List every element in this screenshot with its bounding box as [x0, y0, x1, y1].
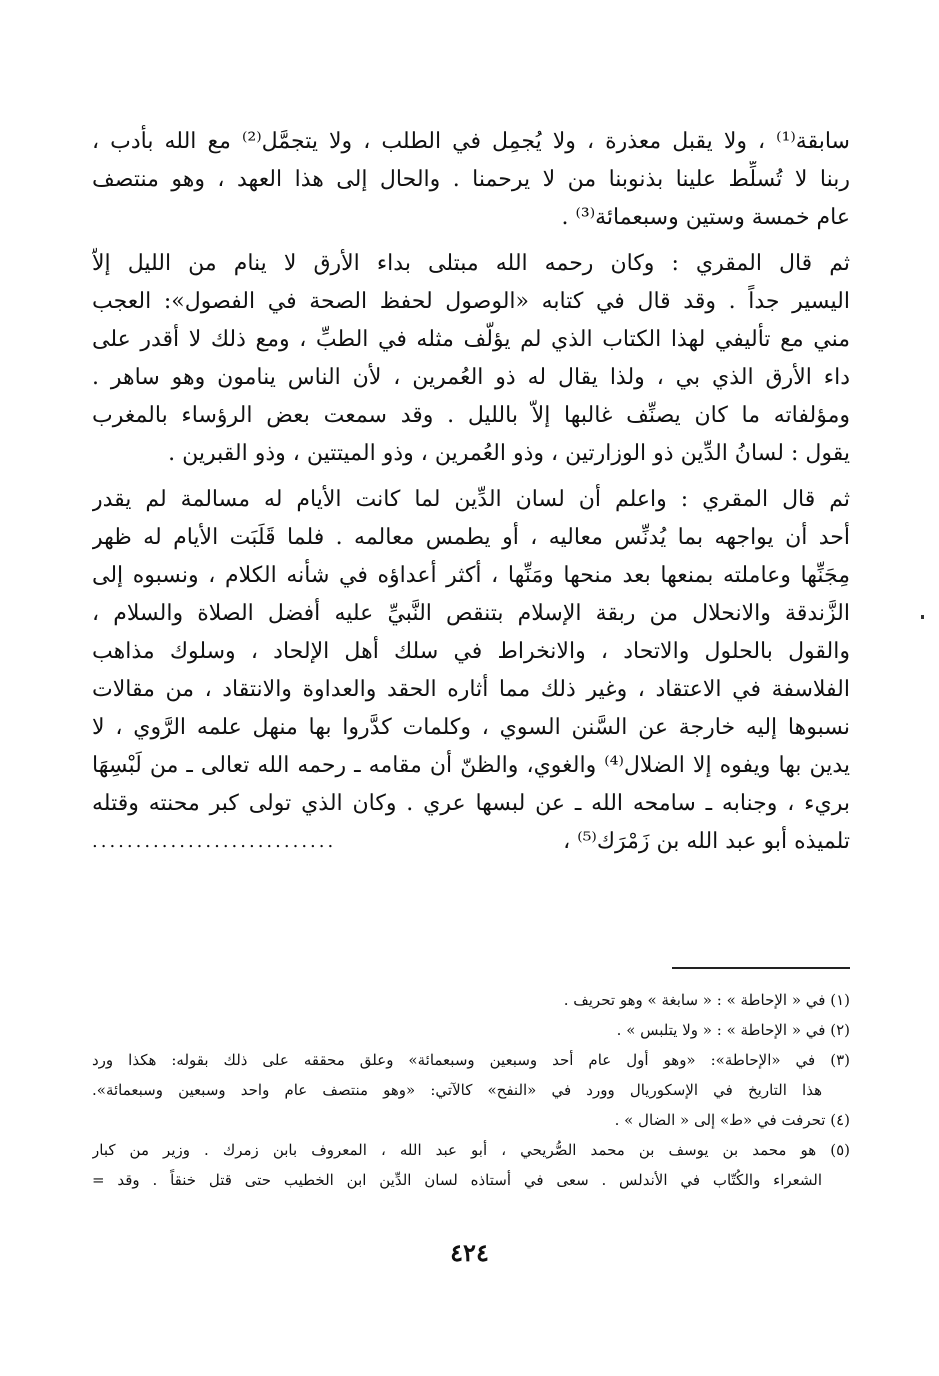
footnote-2: (٢) في « الإحاطة » : « ولا يتلبس » . — [616, 1021, 850, 1039]
text-line: الفلاسفة في الاعتقاد ، وغير ذلك مما أثاره الحقد والعداوة والانتقاد ، من مقالات — [92, 677, 850, 702]
text-line: ومؤلفاته ما كان يصنِّف غالبها إلاّ بالليل . وقد سمعت بعض الرؤساء بالمغرب — [92, 403, 850, 428]
continuation-dots: ............................ — [92, 831, 337, 852]
text-line: ثم قال المقري : واعلم أن لسان الدِّين لما كانت الأيام له مسالمة لم يقدر — [92, 487, 850, 512]
text-line: مني مع تأليفي لهذا الكتاب الذي لم يؤلّف مثله في الطبِّ ، ومع ذلك لا أقدر على — [92, 327, 850, 352]
footnote-3: (٣) في «الإحاطة»: «وهو أول عام أحد وسبعين وسبعمائة» وعلق محققه على ذلك بقوله: هكذا ورد — [92, 1051, 850, 1069]
text-line: يدين بها ويفوه إلا الضلال⁽⁴⁾ والغوي، والظنّ أن مقامه ـ رحمه الله تعالى ـ من لَبْسِهَا — [92, 753, 850, 778]
page-number: ٤٢٤ — [450, 1238, 489, 1267]
text-line: عام خمسة وستين وسبعمائة⁽³⁾ . — [561, 205, 850, 230]
text-line: اليسير جداً . وقد قال في كتابه «الوصول لحفظ الصحة في الفصول»: العجب — [92, 289, 850, 314]
footnote-3-continuation: هذا التاريخ في الإسكوريال وورد في «النفح» كالآتي: «وهو منتصف عام واحد وسبعين وسبعمائة». — [92, 1081, 822, 1099]
footnotes — [92, 985, 850, 1195]
footnote-1: (١) في « الإحاطة » : « سابغة » وهو تحريف . — [563, 991, 850, 1009]
text-line: الزَّندقة والانحلال من ربقة الإسلام بتنقص النَّبيِّ عليه أفضل الصلاة والسلام ، — [92, 601, 850, 626]
text-line: ثم قال المقري : وكان رحمه الله مبتلى بداء الأرق لا ينام من الليل إلاّ — [92, 251, 850, 276]
footnote-4: (٤) تحرفت في «ط» إلى « الضال » . — [614, 1111, 850, 1129]
text-line: والقول بالحلول والاتحاد ، والانخراط في سلك أهل الإلحاد ، وسلوك مذاهب — [92, 639, 850, 664]
text-line: بريء ، وجنابه ـ سامحه الله ـ عن لبسها عري . وكان الذي تولى كبر محنته وقتله — [92, 791, 850, 816]
footnote-5-continuation: الشعراء والكُتّاب في الأندلس . سعى في أستاذه لسان الدِّين ابن الخطيب حتى قتل خنقاً . وقد = — [92, 1171, 822, 1189]
text-line: مِجَنِّها وعاملته بمنعها بعد منحها ومَنِّها ، أكثر أعداؤه في شأنه الكلام ، ونسبوه إلى — [92, 563, 850, 588]
text-line: ربنا لا تُسلِّط علينا بذنوبنا من لا يرحمنا . والحال إلى هذا العهد ، وهو منتصف — [92, 167, 850, 192]
main-text — [92, 123, 850, 861]
text-line: سابقة⁽¹⁾ ، ولا يقبل معذرة ، ولا يُجمِل في الطلب ، ولا يتجمَّل⁽²⁾ مع الله بأدب ، — [92, 129, 850, 154]
text-line: داء الأرق الذي بي ، ولذا يقال له ذو العُمرين ، لأن الناس ينامون وهو ساهر . — [92, 365, 850, 390]
text-line: أحد أن يواجهه بما يُدنِّس معاليه ، أو يطمس معالمه . فلما قَلَبَت الأيام له ظهر — [92, 525, 850, 550]
footnote-5: (٥) هو محمد بن يوسف بن محمد الصُّريحي ، أبو عبد الله ، المعروف بابن زمرك . وزير من كبار — [92, 1141, 850, 1159]
paragraph-1 — [92, 123, 850, 237]
text-line: يقول : لسانُ الدِّين ذو الوزارتين ، وذو العُمرين ، وذو الميتتين ، وذو القبرين . — [168, 441, 850, 466]
paragraph-2 — [92, 245, 850, 473]
footnote-separator — [672, 967, 850, 969]
paragraph-3 — [92, 481, 850, 861]
text-line: تلميذه أبو عبد الله بن زَمْرَك⁽⁵⁾ ، — [563, 829, 850, 854]
margin-mark — [921, 615, 924, 619]
text-line: نسبوها إليه خارجة عن السَّنن السوي ، وكلمات كدَّروا بها منهل علمه الرَّوي ، لا — [92, 715, 850, 740]
text-line-with-dots — [92, 823, 850, 861]
